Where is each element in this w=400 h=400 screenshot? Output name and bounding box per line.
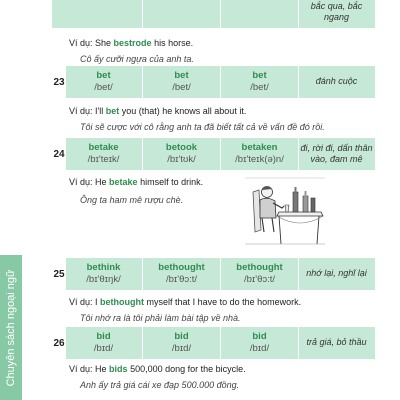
row-number: 25: [52, 258, 66, 290]
row-number: 24: [52, 138, 66, 170]
highlighted-verb: bestrode: [113, 38, 152, 48]
drinking-man-illustration: [245, 170, 325, 246]
meaning-cell: bắc qua, bắc ngang: [310, 0, 363, 22]
example-translation: Ông ta ham mê rượu chè.: [80, 195, 184, 205]
side-tab: [0, 255, 22, 400]
base-form-cell: betake /bɪ'teɪk/: [87, 142, 120, 165]
highlighted-verb: betake: [109, 177, 138, 187]
row-number: 26: [52, 327, 66, 359]
past-participle-cell: bid /bɪd/: [249, 331, 270, 354]
example-sentence: Ví dụ: She bestrode his horse.: [69, 38, 194, 48]
example-sentence: Ví dụ: He bids 500,000 dong for the bicycle.: [69, 364, 246, 374]
meaning-cell: đánh cuộc: [315, 76, 358, 87]
example-translation: Tôi nhớ ra là tôi phải làm bài tập về nhà.: [80, 313, 241, 323]
meaning-cell: đi, rời đi, dấn thân vào, đam mê: [300, 142, 373, 164]
side-tab-label: Chuyên sách ngoại ngữ: [5, 269, 17, 386]
past-form-cell: bid /bɪd/: [171, 331, 192, 354]
past-participle-cell: bethought /bɪ'θɔ:t/: [236, 262, 283, 285]
verb-row-continued: [52, 0, 375, 28]
example-translation: Cô ấy cưỡi ngựa của anh ta.: [80, 54, 194, 64]
base-form-cell: bid /bɪd/: [93, 331, 114, 354]
base-form-cell: bet /bet/: [94, 70, 113, 93]
past-form-cell: betook /bɪ'tʊk/: [165, 142, 198, 165]
base-form-cell: bethink /bɪ'θɪŋk/: [86, 262, 121, 285]
past-participle-cell: betaken /bɪ'teɪk(ə)n/: [235, 142, 284, 165]
example-sentence: Ví dụ: I'll bet you (that) he knows all about it.: [69, 106, 247, 116]
verb-row-26: [52, 327, 375, 359]
highlighted-verb: bethought: [100, 297, 145, 307]
example-sentence: Ví dụ: He betake himself to drink.: [69, 177, 204, 187]
meaning-cell: nhớ lại, nghĩ lại: [306, 268, 367, 279]
highlighted-verb: bet: [105, 106, 120, 116]
verb-row-24: [52, 138, 375, 170]
past-form-cell: bet /bet/: [172, 70, 191, 93]
verb-row-23: [52, 66, 375, 98]
highlighted-verb: bids: [109, 364, 128, 374]
example-translation: Anh ấy trả giá cái xe đạp 500.000 đồng.: [80, 380, 240, 390]
past-participle-cell: bet /bet/: [250, 70, 269, 93]
example-sentence: Ví dụ: I bethought myself that I have to do the homework.: [69, 297, 302, 307]
row-number: 23: [52, 66, 66, 98]
meaning-cell: trả giá, bỏ thầu: [306, 337, 367, 348]
verb-row-25: [52, 258, 375, 290]
past-form-cell: bethought /bɪ'θɔ:t/: [158, 262, 205, 285]
example-translation: Tôi sẽ cược với cô rằng anh ta đã biết tất cả về vấn đề đó rồi.: [80, 122, 325, 132]
